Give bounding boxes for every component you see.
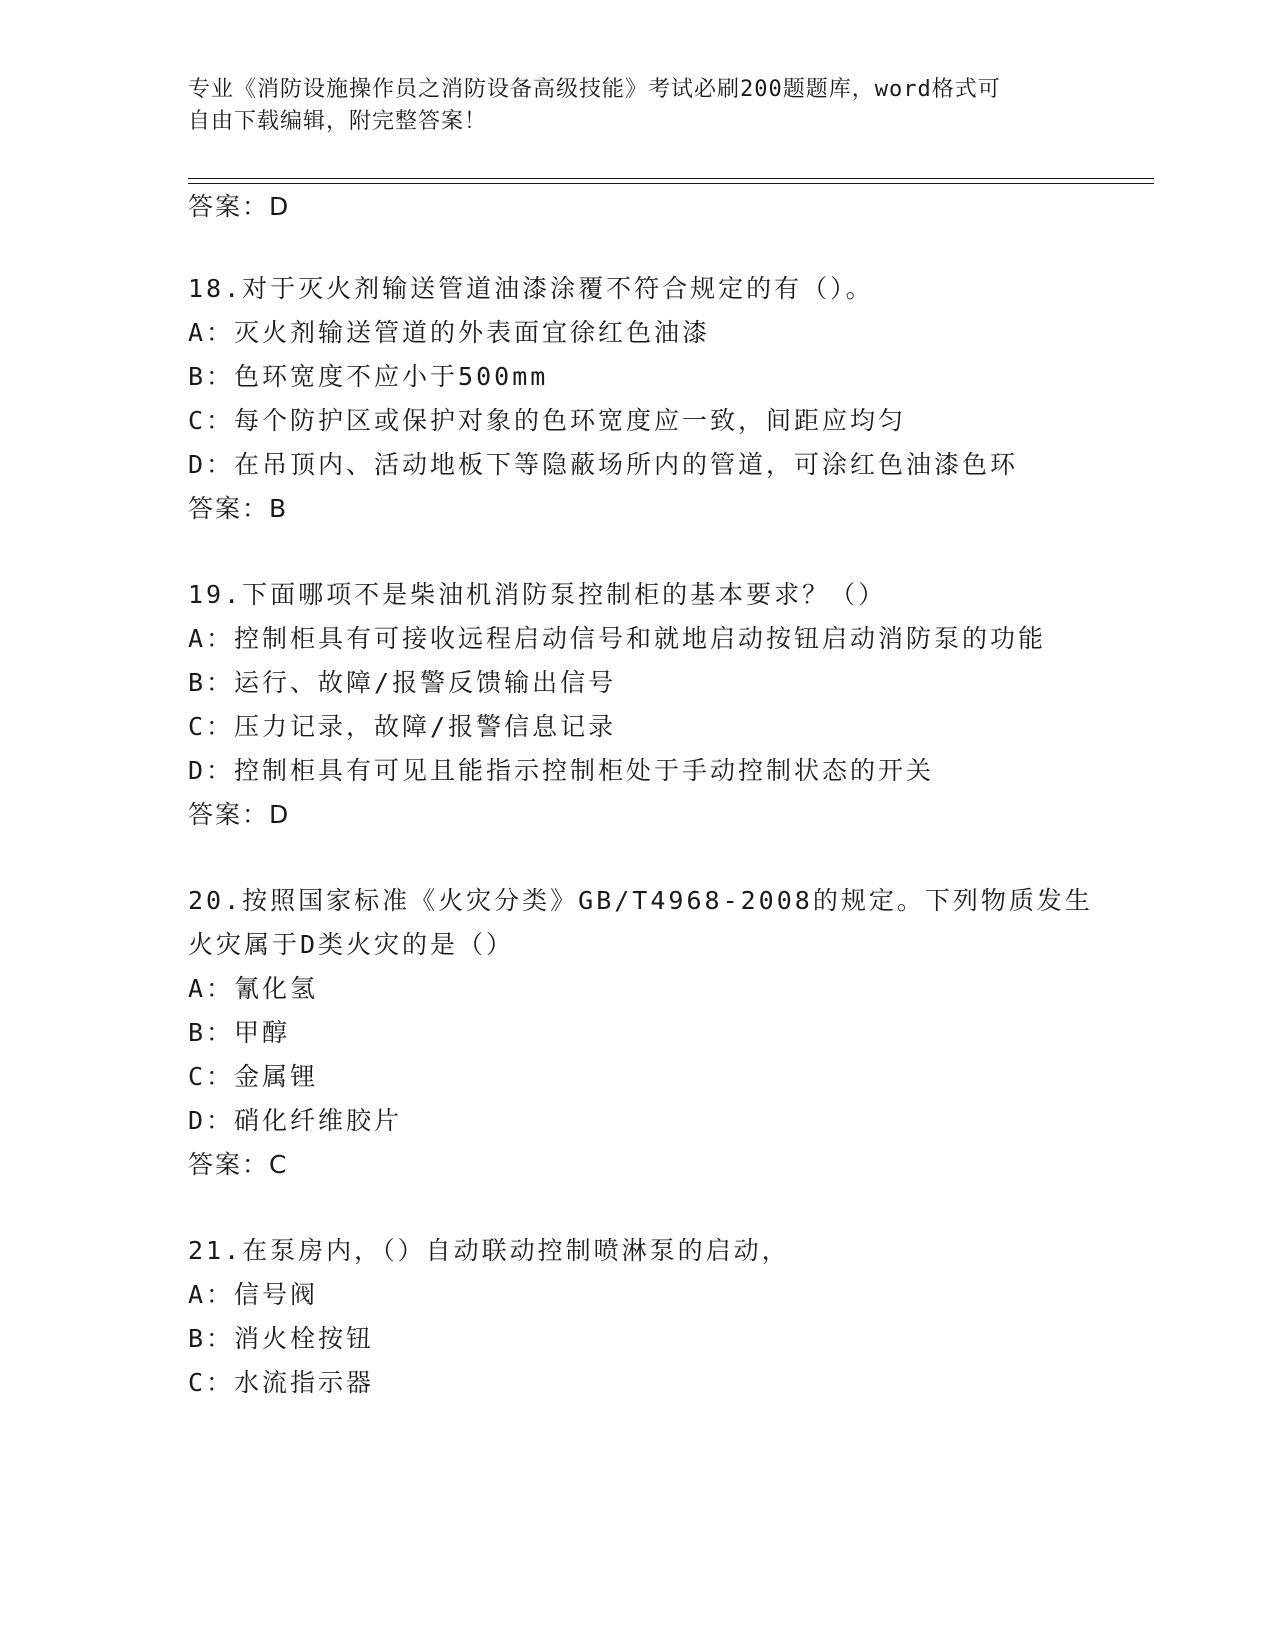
question-18-stem: 18.对于灭火剂输送管道油漆涂覆不符合规定的有（）。 [188, 274, 874, 303]
question-19-option-a: A：控制柜具有可接收远程启动信号和就地启动按钮启动消防泵的功能 [188, 624, 1047, 653]
question-21-stem: 21.在泵房内，（）自动联动控制喷淋泵的启动， [188, 1236, 790, 1265]
header-divider-top [188, 178, 1154, 179]
question-18-option-c: C：每个防护区或保护对象的色环宽度应一致，间距应均匀 [188, 406, 907, 435]
question-21-option-b: B：消火栓按钮 [188, 1324, 375, 1353]
question-20-stem-line-1: 20.按照国家标准《火灾分类》GB/T4968-2008的规定。下列物质发生 [188, 886, 1093, 915]
question-19-stem: 19.下面哪项不是柴油机消防泵控制柜的基本要求？（） [188, 580, 887, 609]
question-20-option-d: D：硝化纤维胶片 [188, 1106, 403, 1135]
question-20-answer: 答案：C [188, 1150, 289, 1179]
question-20-option-c: C：金属锂 [188, 1062, 319, 1091]
question-20-option-b: B：甲醇 [188, 1018, 291, 1047]
question-21-option-a: A：信号阀 [188, 1280, 319, 1309]
answer-prev: 答案：D [188, 192, 291, 221]
question-18-answer: 答案：B [188, 494, 289, 523]
question-19-option-c: C：压力记录，故障/报警信息记录 [188, 712, 617, 741]
question-18-option-b: B：色环宽度不应小于500mm [188, 362, 549, 391]
header-intro-line-1: 专业《消防设施操作员之消防设备高级技能》考试必刷200题题库，word格式可 [188, 77, 1001, 102]
header-divider-bottom [188, 183, 1154, 184]
question-20-option-a: A：氰化氢 [188, 974, 319, 1003]
question-18-option-a: A：灭火剂输送管道的外表面宜徐红色油漆 [188, 318, 711, 347]
header-intro-line-2: 自由下载编辑，附完整答案！ [188, 109, 488, 134]
question-19-option-d: D：控制柜具有可见且能指示控制柜处于手动控制状态的开关 [188, 756, 935, 785]
question-19-option-b: B：运行、故障/报警反馈输出信号 [188, 668, 617, 697]
question-21-option-c: C：水流指示器 [188, 1368, 375, 1397]
question-18-option-d: D：在吊顶内、活动地板下等隐蔽场所内的管道，可涂红色油漆色环 [188, 450, 1019, 479]
document-header [188, 74, 1068, 138]
question-20-stem-line-2: 火灾属于D类火灾的是（） [188, 930, 515, 959]
question-19-answer: 答案：D [188, 800, 291, 829]
